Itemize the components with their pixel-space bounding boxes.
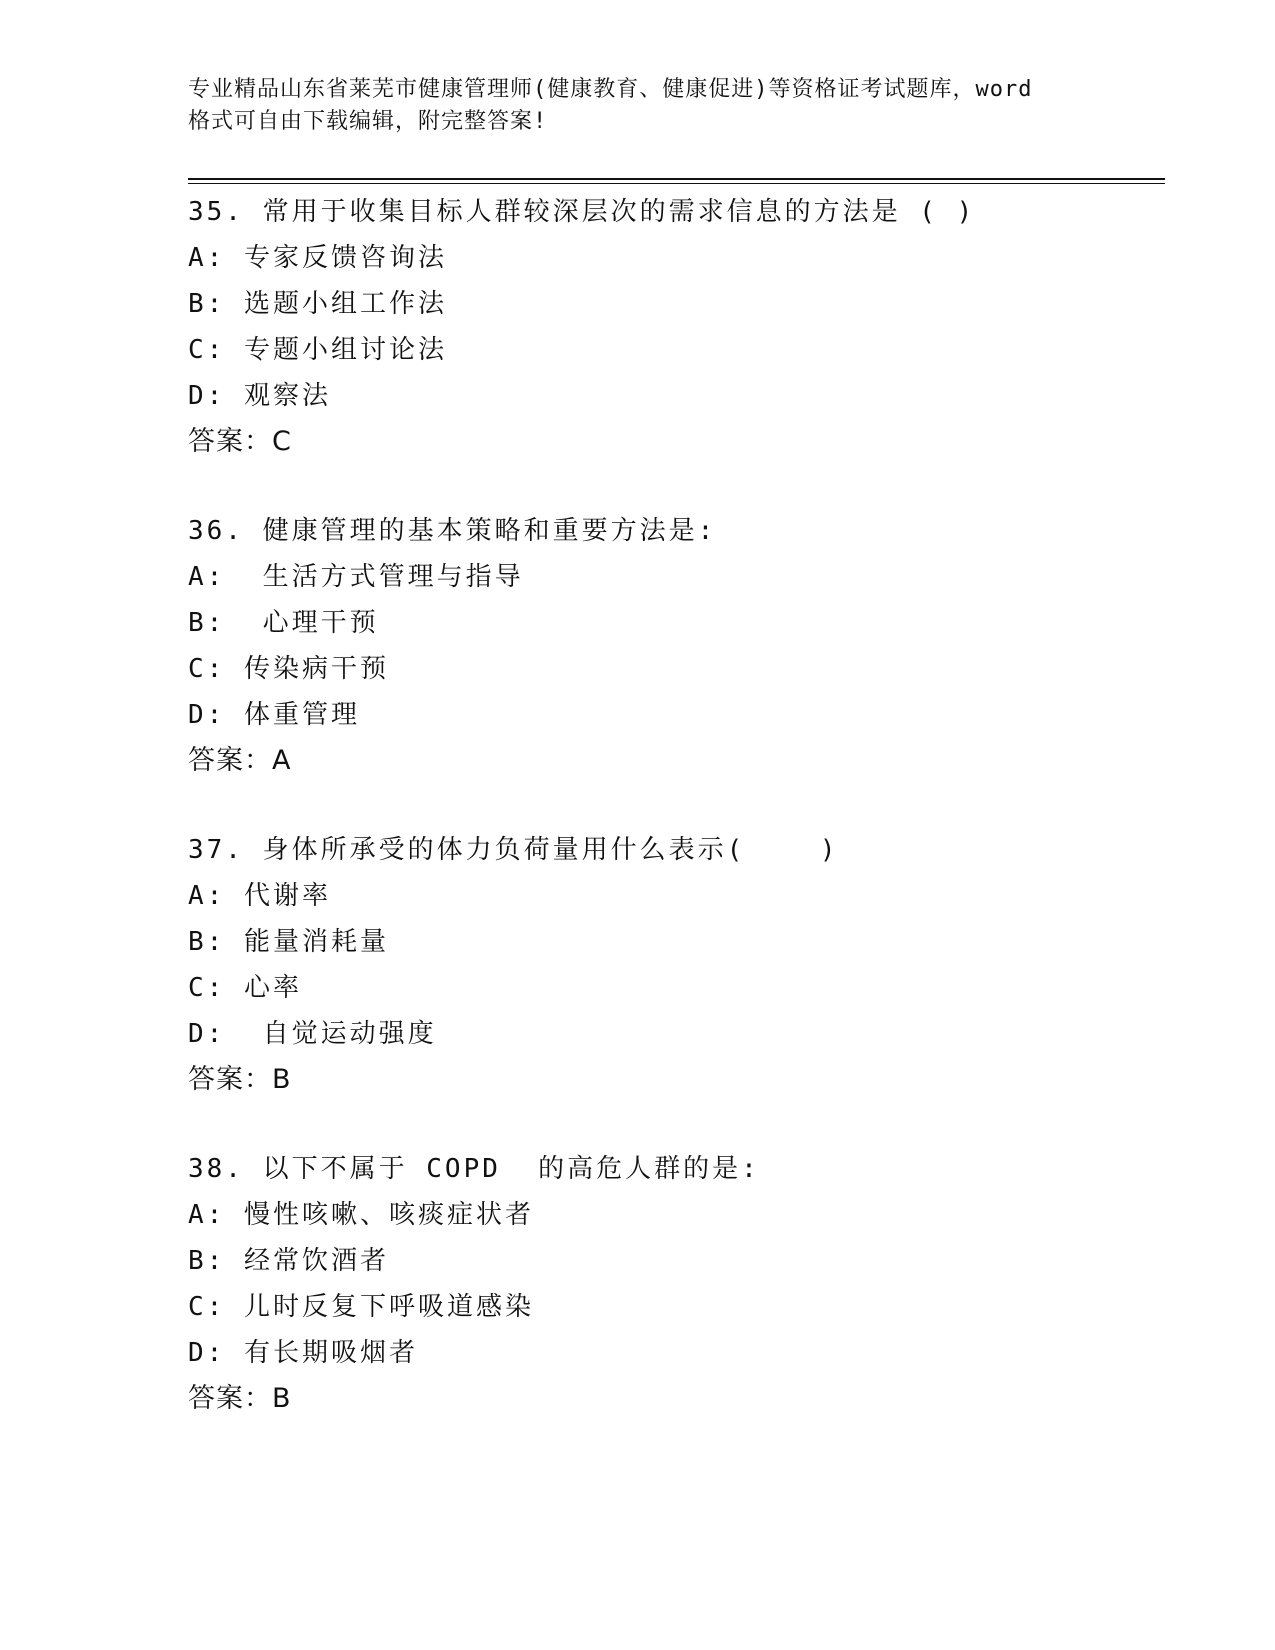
- header-divider-thin: [188, 183, 1165, 184]
- question-stem: 35. 常用于收集目标人群较深层次的需求信息的方法是 ( ): [188, 197, 976, 227]
- question-stem: 36. 健康管理的基本策略和重要方法是:: [188, 516, 717, 546]
- question-stem: 37. 身体所承受的体力负荷量用什么表示( ): [188, 835, 839, 865]
- question-38: [188, 1146, 1165, 1422]
- question-35: [188, 189, 1165, 465]
- document-header: [188, 74, 1088, 138]
- option-d: D: 自觉运动强度: [188, 1019, 437, 1049]
- header-line-1: 专业精品山东省莱芜市健康管理师(健康教育、健康促进)等资格证考试题库，word: [188, 77, 1033, 102]
- answer-label: 答案：B: [188, 1383, 292, 1414]
- option-a: A: 慢性咳嗽、咳痰症状者: [188, 1200, 534, 1230]
- option-d: D: 有长期吸烟者: [188, 1338, 418, 1368]
- option-b: B: 选题小组工作法: [188, 289, 447, 319]
- option-b: B: 能量消耗量: [188, 927, 389, 957]
- option-a: A: 生活方式管理与指导: [188, 562, 524, 592]
- option-d: D: 观察法: [188, 381, 331, 411]
- answer-label: 答案：A: [188, 745, 292, 776]
- answer-label: 答案：C: [188, 426, 292, 457]
- header-divider-thick: [188, 178, 1165, 180]
- option-a: A: 专家反馈咨询法: [188, 243, 447, 273]
- question-stem: 38. 以下不属于 COPD 的高危人群的是:: [188, 1154, 760, 1184]
- question-36: [188, 508, 1165, 784]
- option-a: A: 代谢率: [188, 881, 331, 911]
- option-b: B: 经常饮酒者: [188, 1246, 389, 1276]
- option-c: C: 心率: [188, 973, 302, 1003]
- option-b: B: 心理干预: [188, 608, 379, 638]
- option-d: D: 体重管理: [188, 700, 360, 730]
- option-c: C: 传染病干预: [188, 654, 389, 684]
- option-c: C: 专题小组讨论法: [188, 335, 447, 365]
- question-list: [188, 189, 1165, 1465]
- question-37: [188, 827, 1165, 1103]
- option-c: C: 儿时反复下呼吸道感染: [188, 1292, 534, 1322]
- header-line-2: 格式可自由下载编辑，附完整答案!: [188, 109, 548, 134]
- answer-label: 答案：B: [188, 1064, 292, 1095]
